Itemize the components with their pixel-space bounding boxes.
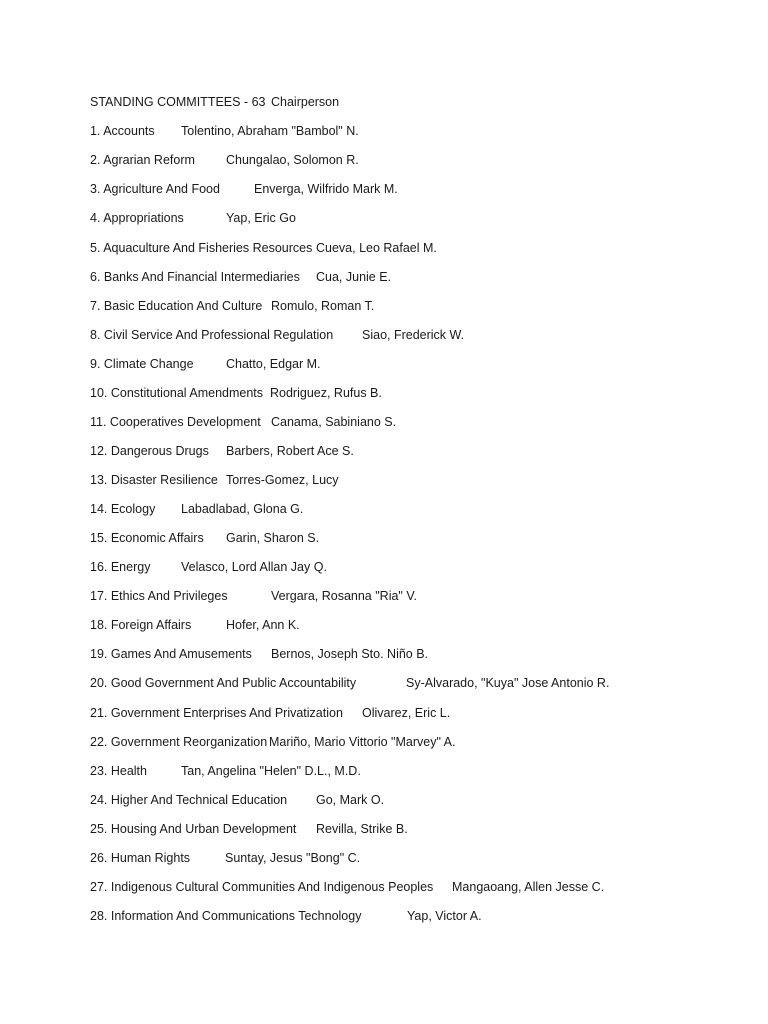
- committee-chair: Barbers, Robert Ace S.: [226, 444, 354, 458]
- committee-chair: Velasco, Lord Allan Jay Q.: [181, 560, 327, 574]
- committee-name: 25. Housing And Urban Development: [90, 822, 297, 836]
- committee-name: 24. Higher And Technical Education: [90, 793, 288, 807]
- committee-name: 27. Indigenous Cultural Communities And Indigenous Peoples: [90, 880, 434, 894]
- committee-chair: Tan, Angelina "Helen" D.L., M.D.: [181, 764, 361, 778]
- committee-name: 8. Civil Service And Professional Regulation: [90, 328, 334, 342]
- committee-name: 14. Ecology: [90, 502, 156, 516]
- committee-name: 1. Accounts: [90, 124, 155, 138]
- committee-name: 16. Energy: [90, 560, 151, 574]
- committee-name: 7. Basic Education And Culture: [90, 299, 263, 313]
- header-chairperson-label: Chairperson: [271, 95, 340, 109]
- committee-chair: Suntay, Jesus "Bong" C.: [225, 851, 361, 865]
- committee-chair: Sy-Alvarado, "Kuya" Jose Antonio R.: [406, 676, 610, 690]
- committee-name: 3. Agriculture And Food: [90, 182, 220, 196]
- committee-name: 5. Aquaculture And Fisheries Resources: [90, 241, 313, 255]
- committee-name: 13. Disaster Resilience: [90, 473, 218, 487]
- committee-name: 12. Dangerous Drugs: [90, 444, 209, 458]
- committee-chair: Siao, Frederick W.: [362, 328, 465, 342]
- committee-name: 18. Foreign Affairs: [90, 618, 192, 632]
- committee-chair: Cueva, Leo Rafael M.: [316, 241, 437, 255]
- committee-chair: Hofer, Ann K.: [226, 618, 300, 632]
- committee-name: 17. Ethics And Privileges: [90, 589, 228, 603]
- committee-chair: Go, Mark O.: [316, 793, 385, 807]
- committee-name: 20. Good Government And Public Accountability: [90, 676, 357, 690]
- committee-name: 10. Constitutional Amendments: [90, 386, 264, 400]
- committee-chair: Yap, Victor A.: [407, 909, 482, 923]
- committee-chair: Cua, Junie E.: [316, 270, 392, 284]
- committee-chair: Labadlabad, Glona G.: [181, 502, 304, 516]
- committee-name: 19. Games And Amusements: [90, 647, 252, 661]
- committee-chair: Vergara, Rosanna "Ria" V.: [271, 589, 418, 603]
- committee-chair: Tolentino, Abraham "Bambol" N.: [181, 124, 359, 138]
- header-committee-label: STANDING COMMITTEES - 63: [90, 95, 266, 109]
- committee-name: 2. Agrarian Reform: [90, 153, 195, 167]
- committee-chair: Enverga, Wilfrido Mark M.: [254, 182, 398, 196]
- committee-name: 28. Information And Communications Technology: [90, 909, 362, 923]
- committee-chair: Chungalao, Solomon R.: [226, 153, 359, 167]
- committee-name: 15. Economic Affairs: [90, 531, 204, 545]
- committee-name: 23. Health: [90, 764, 147, 778]
- committee-chair: Mangaoang, Allen Jesse C.: [452, 880, 605, 894]
- committee-chair: Canama, Sabiniano S.: [271, 415, 397, 429]
- committee-chair: Rodriguez, Rufus B.: [270, 386, 382, 400]
- committee-name: 11. Cooperatives Development: [90, 415, 261, 429]
- committee-chair: Revilla, Strike B.: [316, 822, 408, 836]
- committee-chair: Mariño, Mario Vittorio "Marvey" A.: [269, 735, 456, 749]
- committee-name: 22. Government Reorganization: [90, 735, 268, 749]
- committee-chair: Bernos, Joseph Sto. Niño B.: [271, 647, 429, 661]
- committee-name: 6. Banks And Financial Intermediaries: [90, 270, 300, 284]
- committee-chair: Romulo, Roman T.: [271, 299, 375, 313]
- committee-chair: Garin, Sharon S.: [226, 531, 320, 545]
- committee-chair: Chatto, Edgar M.: [226, 357, 321, 371]
- committee-chair: Yap, Eric Go: [226, 211, 296, 225]
- committee-name: 21. Government Enterprises And Privatization: [90, 706, 343, 720]
- committee-name: 9. Climate Change: [90, 357, 194, 371]
- committee-chair: Torres-Gomez, Lucy: [226, 473, 339, 487]
- committee-name: 26. Human Rights: [90, 851, 191, 865]
- committee-chair: Olivarez, Eric L.: [362, 706, 451, 720]
- committee-name: 4. Appropriations: [90, 211, 184, 225]
